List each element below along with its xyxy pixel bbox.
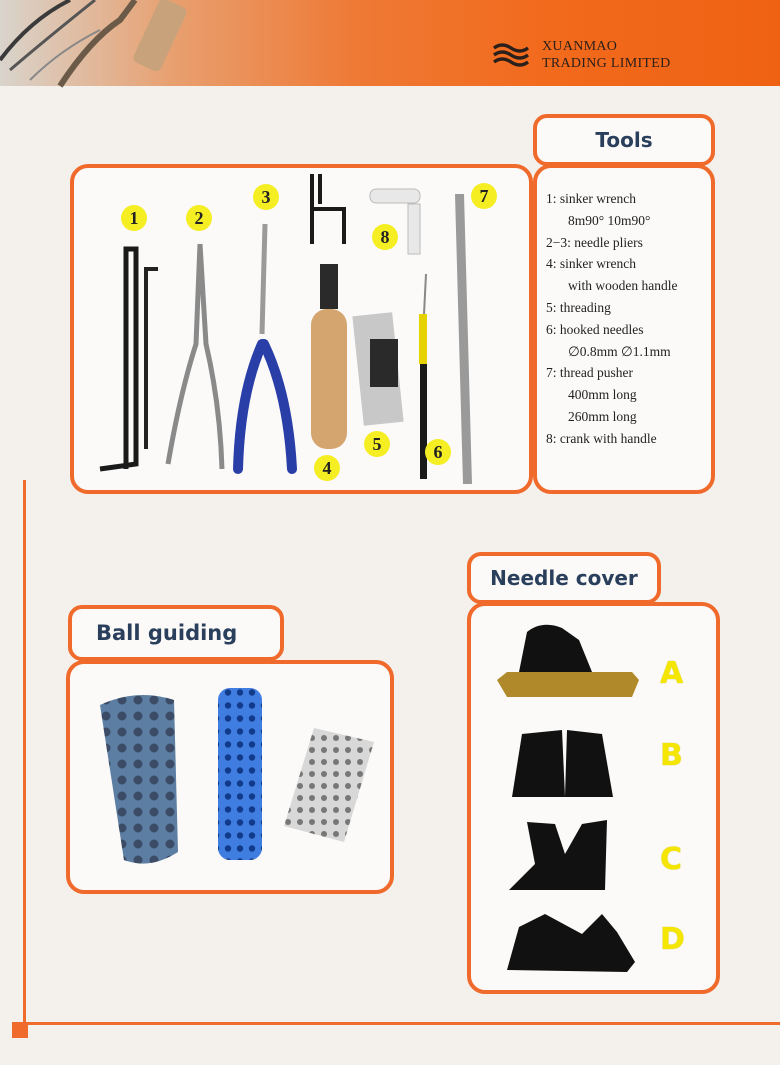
thread-pusher-icon [455, 194, 472, 484]
ball-guiding-photo [66, 660, 394, 894]
needle-pliers-icon [168, 244, 222, 469]
threading-tool-icon [352, 312, 403, 426]
list-item: 7: thread pusher [546, 365, 633, 381]
needle-cover-label-a: A [660, 656, 684, 691]
needle-cover-c-icon [509, 820, 607, 890]
list-item: 400mm long [568, 387, 637, 403]
list-item: 4: sinker wrench [546, 256, 636, 272]
needle-cover-label-b: B [660, 738, 683, 773]
brand-name [542, 38, 671, 72]
list-item: 2−3: needle pliers [546, 234, 643, 250]
needle-cover-label-c: C [660, 842, 683, 877]
brand-line-2: TRADING LIMITED [542, 56, 671, 71]
sinker-wrench-icon [100, 249, 158, 469]
ball-guide-white-icon [284, 728, 374, 842]
left-rule [23, 480, 26, 1025]
tool-number-5: 5 [364, 431, 390, 457]
list-item: ∅0.8mm ∅1.1mm [568, 343, 671, 359]
list-item: 1: sinker wrench [546, 191, 636, 206]
needle-cover-b-icon [512, 730, 613, 797]
tool-number-1: 1 [121, 205, 147, 231]
needle-cover-heading: Needle cover [490, 566, 638, 590]
needle-cover-heading-tab [467, 552, 661, 604]
header-banner [0, 0, 780, 86]
bottom-rule [23, 1022, 780, 1025]
brand-line-1: XUANMAO [542, 39, 618, 54]
tool-number-7: 7 [471, 183, 497, 209]
corner-square [12, 1022, 28, 1038]
wooden-handle-wrench-icon [311, 174, 347, 449]
tools-list [546, 188, 716, 450]
tool-number-8: 8 [372, 224, 398, 250]
tool-number-4: 4 [314, 455, 340, 481]
tools-banner-image [0, 0, 260, 86]
ball-guide-blue-icon [218, 688, 262, 860]
needle-cover-label-d: D [660, 922, 685, 957]
list-item: 260mm long [568, 408, 637, 424]
ball-guiding-heading: Ball guiding [96, 621, 238, 645]
blue-pliers-icon [238, 224, 292, 469]
brand-logo-icon [492, 42, 530, 68]
list-item: 5: threading [546, 299, 611, 315]
tool-number-6: 6 [425, 439, 451, 465]
list-item: with wooden handle [568, 278, 678, 294]
brand [492, 38, 671, 72]
tools-heading: Tools [595, 128, 653, 152]
tool-number-3: 3 [253, 184, 279, 210]
ball-guiding-heading-tab [68, 605, 284, 661]
tool-number-2: 2 [186, 205, 212, 231]
list-item: 6: hooked needles [546, 321, 644, 337]
needle-cover-a-icon [497, 625, 639, 697]
list-item: 8m90° 10m90° [568, 212, 651, 228]
needle-cover-d-icon [507, 914, 635, 972]
list-item: 8: crank with handle [546, 430, 657, 446]
tools-heading-tab [533, 114, 715, 166]
ball-guide-large-icon [100, 695, 178, 864]
